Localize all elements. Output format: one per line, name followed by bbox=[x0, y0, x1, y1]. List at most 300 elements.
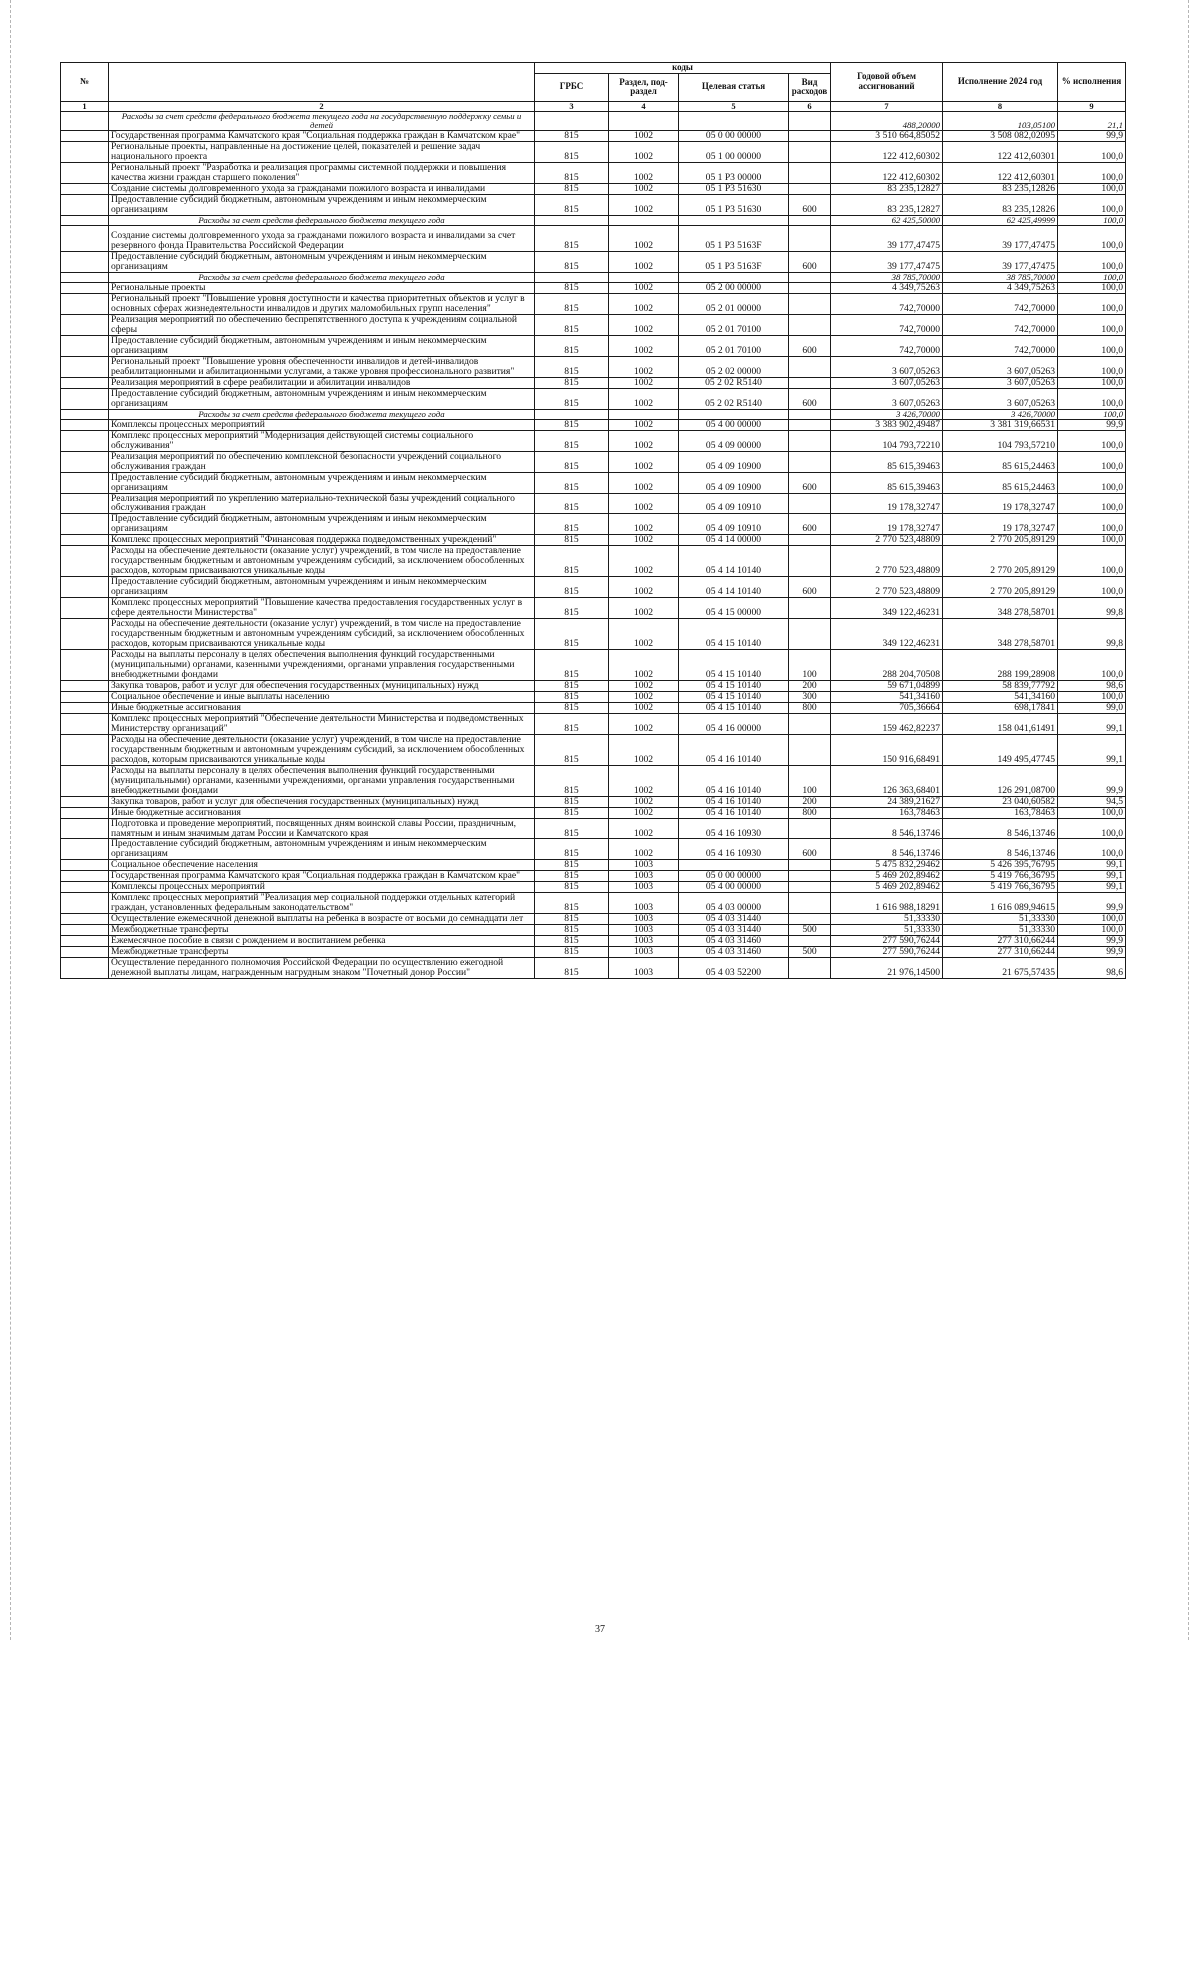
cell-target: 05 4 16 10140 bbox=[679, 796, 789, 807]
cell-percent: 100,0 bbox=[1058, 535, 1126, 546]
cell-num bbox=[61, 546, 109, 577]
cell-section: 1003 bbox=[609, 871, 679, 882]
cell-execution: 3 426,70000 bbox=[943, 409, 1058, 419]
cell-target: 05 1 P3 5163F bbox=[679, 251, 789, 272]
cell-name: Осуществление переданного полномочия Российской Федерации по осуществлению ежегодной денежной выплаты лицам, награжденным нагрудным знаком "Почетный донор России" bbox=[109, 958, 535, 979]
cell-grbs: 815 bbox=[535, 577, 609, 598]
cell-num bbox=[61, 111, 109, 130]
cell-target: 05 1 P3 51630 bbox=[679, 194, 789, 215]
cell-percent: 100,0 bbox=[1058, 335, 1126, 356]
cell-grbs: 815 bbox=[535, 472, 609, 493]
cell-name: Региональный проект "Повышение уровня доступности и качества приоритетных объектов и услуг в основных сферах жизнедеятельности инвалидов и других маломобильных групп населения" bbox=[109, 293, 535, 314]
cell-grbs: 815 bbox=[535, 713, 609, 734]
cell-num bbox=[61, 451, 109, 472]
cell-execution: 23 040,60582 bbox=[943, 796, 1058, 807]
cell-annual: 83 235,12827 bbox=[831, 194, 943, 215]
cell-annual: 349 122,46231 bbox=[831, 598, 943, 619]
cell-execution: 103,05100 bbox=[943, 111, 1058, 130]
cell-expense-type bbox=[789, 314, 831, 335]
cell-annual: 3 510 664,85052 bbox=[831, 131, 943, 142]
cell-execution: 39 177,47475 bbox=[943, 251, 1058, 272]
cell-annual: 2 770 523,48809 bbox=[831, 577, 943, 598]
cell-num bbox=[61, 388, 109, 409]
cell-percent: 100,0 bbox=[1058, 650, 1126, 681]
cell-name: Расходы на обеспечение деятельности (оказание услуг) учреждений, в том числе на предоставление государственным бюджетным и автономным учреждениям субсидий, за исключением обособленных расходов, которым присваиваются уникальные коды bbox=[109, 734, 535, 765]
header-codes: коды bbox=[535, 63, 831, 74]
cell-execution: 4 349,75263 bbox=[943, 282, 1058, 293]
cell-expense-type: 600 bbox=[789, 514, 831, 535]
cell-annual: 163,78463 bbox=[831, 807, 943, 818]
cell-expense-type: 800 bbox=[789, 702, 831, 713]
table-row bbox=[61, 131, 1126, 142]
table-body bbox=[61, 111, 1126, 978]
cell-annual: 39 177,47475 bbox=[831, 251, 943, 272]
cell-section: 1002 bbox=[609, 734, 679, 765]
cell-percent: 100,0 bbox=[1058, 818, 1126, 839]
cell-name: Межбюджетные трансферты bbox=[109, 925, 535, 936]
cell-target bbox=[679, 111, 789, 130]
cell-grbs: 815 bbox=[535, 514, 609, 535]
cell-execution: 3 607,05263 bbox=[943, 356, 1058, 377]
cell-expense-type bbox=[789, 818, 831, 839]
cell-name: Реализация мероприятий в сфере реабилитации и абилитации инвалидов bbox=[109, 377, 535, 388]
cell-execution: 51,33330 bbox=[943, 925, 1058, 936]
cell-annual: 122 412,60302 bbox=[831, 162, 943, 183]
table-row bbox=[61, 419, 1126, 430]
table-row bbox=[61, 514, 1126, 535]
cell-annual: 39 177,47475 bbox=[831, 225, 943, 251]
cell-target: 05 2 01 70100 bbox=[679, 335, 789, 356]
header-percent: % исполнения bbox=[1058, 63, 1126, 102]
cell-target: 05 4 00 00000 bbox=[679, 882, 789, 893]
cell-target: 05 4 16 10140 bbox=[679, 765, 789, 796]
cell-target: 05 4 15 10140 bbox=[679, 650, 789, 681]
cell-execution: 104 793,57210 bbox=[943, 430, 1058, 451]
cell-expense-type bbox=[789, 272, 831, 282]
cell-percent: 98,6 bbox=[1058, 680, 1126, 691]
cell-annual: 150 916,68491 bbox=[831, 734, 943, 765]
cell-percent: 100,0 bbox=[1058, 430, 1126, 451]
cell-percent: 99,1 bbox=[1058, 882, 1126, 893]
cell-num bbox=[61, 215, 109, 225]
cell-execution: 2 770 205,89129 bbox=[943, 546, 1058, 577]
cell-execution: 277 310,66244 bbox=[943, 936, 1058, 947]
cell-target: 05 2 02 R5140 bbox=[679, 377, 789, 388]
cell-target: 05 4 16 10140 bbox=[679, 807, 789, 818]
cell-expense-type bbox=[789, 451, 831, 472]
cell-percent: 100,0 bbox=[1058, 388, 1126, 409]
cell-name: Региональные проекты bbox=[109, 282, 535, 293]
cell-num bbox=[61, 493, 109, 514]
cell-name: Создание системы долговременного ухода за гражданами пожилого возраста и инвалидами за счет резервного фонда Правительства Российской Федерации bbox=[109, 225, 535, 251]
cell-num bbox=[61, 925, 109, 936]
cell-expense-type bbox=[789, 282, 831, 293]
cell-execution: 122 412,60301 bbox=[943, 162, 1058, 183]
cell-execution: 277 310,66244 bbox=[943, 947, 1058, 958]
table-row bbox=[61, 619, 1126, 650]
table-row bbox=[61, 691, 1126, 702]
cell-num bbox=[61, 225, 109, 251]
cell-execution: 3 607,05263 bbox=[943, 377, 1058, 388]
cell-num bbox=[61, 691, 109, 702]
cell-name: Расходы на обеспечение деятельности (оказание услуг) учреждений, в том числе на предоставление государственным бюджетным и автономным учреждениям субсидий, за исключением обособленных расходов, которым присваиваются уникальные коды bbox=[109, 546, 535, 577]
cell-annual: 85 615,39463 bbox=[831, 472, 943, 493]
cell-expense-type bbox=[789, 914, 831, 925]
cell-target: 05 4 03 31460 bbox=[679, 936, 789, 947]
table-row bbox=[61, 251, 1126, 272]
cell-percent: 99,8 bbox=[1058, 619, 1126, 650]
table-row bbox=[61, 546, 1126, 577]
cell-percent: 99,9 bbox=[1058, 131, 1126, 142]
table-row bbox=[61, 734, 1126, 765]
cell-annual: 85 615,39463 bbox=[831, 451, 943, 472]
cell-execution: 288 199,28908 bbox=[943, 650, 1058, 681]
cell-num bbox=[61, 871, 109, 882]
cell-grbs: 815 bbox=[535, 131, 609, 142]
cell-target bbox=[679, 860, 789, 871]
cell-section: 1002 bbox=[609, 293, 679, 314]
cell-percent: 100,0 bbox=[1058, 272, 1126, 282]
cell-grbs: 815 bbox=[535, 141, 609, 162]
cell-grbs: 815 bbox=[535, 691, 609, 702]
cell-name: Предоставление субсидий бюджетным, автономным учреждениям и иным некоммерческим организациям bbox=[109, 577, 535, 598]
cell-section: 1002 bbox=[609, 194, 679, 215]
cell-annual: 51,33330 bbox=[831, 914, 943, 925]
table-row bbox=[61, 893, 1126, 914]
cell-execution: 158 041,61491 bbox=[943, 713, 1058, 734]
cell-name: Комплекс процессных мероприятий "Реализация мер социальной поддержки отдельных категорий граждан, установленных федеральным законодательством" bbox=[109, 893, 535, 914]
cell-grbs: 815 bbox=[535, 546, 609, 577]
cell-target: 05 4 16 10930 bbox=[679, 839, 789, 860]
table-row bbox=[61, 765, 1126, 796]
cell-percent: 99,8 bbox=[1058, 598, 1126, 619]
cell-percent: 100,0 bbox=[1058, 577, 1126, 598]
cell-expense-type: 600 bbox=[789, 472, 831, 493]
cell-execution: 38 785,70000 bbox=[943, 272, 1058, 282]
table-row bbox=[61, 282, 1126, 293]
cell-expense-type: 500 bbox=[789, 925, 831, 936]
cell-grbs: 815 bbox=[535, 183, 609, 194]
cell-section: 1002 bbox=[609, 451, 679, 472]
cell-expense-type bbox=[789, 871, 831, 882]
cell-num bbox=[61, 650, 109, 681]
cell-annual: 51,33330 bbox=[831, 925, 943, 936]
cell-name: Расходы за счет средств федерального бюджета текущего года bbox=[109, 215, 535, 225]
cell-execution: 348 278,58701 bbox=[943, 619, 1058, 650]
cell-name: Комплексы процессных мероприятий bbox=[109, 882, 535, 893]
table-row bbox=[61, 430, 1126, 451]
cell-grbs: 815 bbox=[535, 356, 609, 377]
cell-execution: 5 419 766,36795 bbox=[943, 882, 1058, 893]
cell-expense-type: 600 bbox=[789, 577, 831, 598]
cell-grbs: 815 bbox=[535, 535, 609, 546]
column-number: 3 bbox=[535, 101, 609, 111]
cell-annual: 19 178,32747 bbox=[831, 493, 943, 514]
header-grbs: ГРБС bbox=[535, 73, 609, 101]
cell-annual: 5 469 202,89462 bbox=[831, 882, 943, 893]
column-number: 8 bbox=[943, 101, 1058, 111]
cell-name: Расходы на выплаты персоналу в целях обеспечения выполнения функций государственными (муниципальными) органами, казенными учреждениями, органами управления государственными внебюджетными фондами bbox=[109, 765, 535, 796]
cell-target: 05 1 P3 51630 bbox=[679, 183, 789, 194]
table-row bbox=[61, 807, 1126, 818]
cell-grbs: 815 bbox=[535, 162, 609, 183]
cell-name: Расходы за счет средств федерального бюджета текущего года на государственную поддержку семьи и детей bbox=[109, 111, 535, 130]
cell-name: Предоставление субсидий бюджетным, автономным учреждениям и иным некоммерческим организациям bbox=[109, 472, 535, 493]
cell-annual: 126 363,68401 bbox=[831, 765, 943, 796]
cell-num bbox=[61, 914, 109, 925]
cell-execution: 742,70000 bbox=[943, 335, 1058, 356]
cell-num bbox=[61, 577, 109, 598]
cell-section: 1002 bbox=[609, 765, 679, 796]
cell-percent: 100,0 bbox=[1058, 225, 1126, 251]
cell-section: 1002 bbox=[609, 535, 679, 546]
cell-annual: 38 785,70000 bbox=[831, 272, 943, 282]
cell-expense-type: 200 bbox=[789, 796, 831, 807]
cell-target: 05 4 03 31460 bbox=[679, 947, 789, 958]
cell-expense-type bbox=[789, 162, 831, 183]
column-number: 7 bbox=[831, 101, 943, 111]
cell-num bbox=[61, 251, 109, 272]
cell-execution: 85 615,24463 bbox=[943, 472, 1058, 493]
cell-annual: 159 462,82237 bbox=[831, 713, 943, 734]
table-row bbox=[61, 535, 1126, 546]
cell-percent: 100,0 bbox=[1058, 839, 1126, 860]
cell-grbs: 815 bbox=[535, 430, 609, 451]
table-row-subtotal bbox=[61, 409, 1126, 419]
cell-name: Комплекс процессных мероприятий "Обеспечение деятельности Министерства и подведомственных Министерству организаций" bbox=[109, 713, 535, 734]
cell-grbs: 815 bbox=[535, 335, 609, 356]
table-row bbox=[61, 577, 1126, 598]
cell-name: Комплекс процессных мероприятий "Модернизация действующей системы социального обслуживания" bbox=[109, 430, 535, 451]
cell-percent: 100,0 bbox=[1058, 293, 1126, 314]
cell-annual: 5 475 832,29462 bbox=[831, 860, 943, 871]
cell-expense-type: 200 bbox=[789, 680, 831, 691]
cell-num bbox=[61, 183, 109, 194]
cell-section: 1002 bbox=[609, 131, 679, 142]
cell-target: 05 4 14 10140 bbox=[679, 546, 789, 577]
cell-name: Предоставление субсидий бюджетным, автономным учреждениям и иным некоммерческим организациям bbox=[109, 388, 535, 409]
cell-expense-type: 800 bbox=[789, 807, 831, 818]
cell-section bbox=[609, 409, 679, 419]
cell-expense-type: 500 bbox=[789, 947, 831, 958]
cell-section: 1002 bbox=[609, 356, 679, 377]
cell-target: 05 4 14 00000 bbox=[679, 535, 789, 546]
table-row bbox=[61, 293, 1126, 314]
cell-name: Закупка товаров, работ и услуг для обеспечения государственных (муниципальных) нужд bbox=[109, 680, 535, 691]
cell-name: Региональный проект "Разработка и реализация программы системной поддержки и повышения качества жизни граждан старшего поколения" bbox=[109, 162, 535, 183]
cell-grbs: 815 bbox=[535, 839, 609, 860]
cell-expense-type bbox=[789, 546, 831, 577]
cell-section: 1002 bbox=[609, 377, 679, 388]
cell-num bbox=[61, 514, 109, 535]
cell-percent: 100,0 bbox=[1058, 925, 1126, 936]
table-row bbox=[61, 183, 1126, 194]
cell-annual: 277 590,76244 bbox=[831, 936, 943, 947]
cell-grbs: 815 bbox=[535, 493, 609, 514]
cell-name: Межбюджетные трансферты bbox=[109, 947, 535, 958]
table-row bbox=[61, 314, 1126, 335]
cell-grbs: 815 bbox=[535, 925, 609, 936]
table-row bbox=[61, 451, 1126, 472]
cell-grbs bbox=[535, 111, 609, 130]
cell-percent: 100,0 bbox=[1058, 251, 1126, 272]
header-target: Целевая статья bbox=[679, 73, 789, 101]
cell-expense-type: 300 bbox=[789, 691, 831, 702]
table-row bbox=[61, 796, 1126, 807]
cell-section: 1002 bbox=[609, 493, 679, 514]
cell-section: 1002 bbox=[609, 419, 679, 430]
cell-section: 1003 bbox=[609, 947, 679, 958]
cell-percent: 99,1 bbox=[1058, 871, 1126, 882]
cell-target: 05 4 15 10140 bbox=[679, 619, 789, 650]
cell-name: Ежемесячное пособие в связи с рождением и воспитанием ребенка bbox=[109, 936, 535, 947]
cell-name: Иные бюджетные ассигнования bbox=[109, 807, 535, 818]
cell-execution: 83 235,12826 bbox=[943, 183, 1058, 194]
cell-expense-type bbox=[789, 356, 831, 377]
cell-section: 1002 bbox=[609, 702, 679, 713]
cell-section: 1002 bbox=[609, 713, 679, 734]
cell-percent: 100,0 bbox=[1058, 691, 1126, 702]
cell-name: Региональные проекты, направленные на достижение целей, показателей и решение задач национального проекта bbox=[109, 141, 535, 162]
cell-grbs: 815 bbox=[535, 293, 609, 314]
cell-grbs: 815 bbox=[535, 702, 609, 713]
cell-name: Осуществление ежемесячной денежной выплаты на ребенка в возрасте от восьми до семнадцати лет bbox=[109, 914, 535, 925]
cell-percent: 99,1 bbox=[1058, 734, 1126, 765]
cell-section bbox=[609, 111, 679, 130]
column-numbers-row bbox=[61, 101, 1126, 111]
cell-expense-type bbox=[789, 493, 831, 514]
cell-annual: 1 616 988,18291 bbox=[831, 893, 943, 914]
cell-annual: 3 426,70000 bbox=[831, 409, 943, 419]
cell-annual: 24 389,21627 bbox=[831, 796, 943, 807]
cell-section: 1002 bbox=[609, 807, 679, 818]
cell-annual: 62 425,50000 bbox=[831, 215, 943, 225]
cell-section: 1002 bbox=[609, 619, 679, 650]
cell-grbs: 815 bbox=[535, 914, 609, 925]
scan-edge-left bbox=[10, 0, 11, 1640]
cell-num bbox=[61, 335, 109, 356]
cell-target: 05 4 03 31440 bbox=[679, 914, 789, 925]
cell-annual: 4 349,75263 bbox=[831, 282, 943, 293]
cell-execution: 85 615,24463 bbox=[943, 451, 1058, 472]
cell-num bbox=[61, 958, 109, 979]
cell-expense-type: 100 bbox=[789, 765, 831, 796]
cell-num bbox=[61, 194, 109, 215]
cell-expense-type bbox=[789, 958, 831, 979]
cell-num bbox=[61, 272, 109, 282]
cell-num bbox=[61, 598, 109, 619]
cell-annual: 2 770 523,48809 bbox=[831, 535, 943, 546]
cell-grbs: 815 bbox=[535, 765, 609, 796]
cell-section: 1002 bbox=[609, 183, 679, 194]
cell-section: 1002 bbox=[609, 388, 679, 409]
cell-section bbox=[609, 215, 679, 225]
cell-annual: 122 412,60302 bbox=[831, 141, 943, 162]
cell-target: 05 2 02 00000 bbox=[679, 356, 789, 377]
table-row bbox=[61, 947, 1126, 958]
cell-section: 1002 bbox=[609, 650, 679, 681]
cell-expense-type: 100 bbox=[789, 650, 831, 681]
cell-expense-type bbox=[789, 734, 831, 765]
cell-percent: 100,0 bbox=[1058, 356, 1126, 377]
cell-annual: 8 546,13746 bbox=[831, 818, 943, 839]
cell-name: Предоставление субсидий бюджетным, автономным учреждениям и иным некоммерческим организациям bbox=[109, 194, 535, 215]
cell-percent: 99,9 bbox=[1058, 936, 1126, 947]
header-section: Раздел, под-раздел bbox=[609, 73, 679, 101]
cell-num bbox=[61, 734, 109, 765]
cell-num bbox=[61, 702, 109, 713]
cell-percent: 99,9 bbox=[1058, 893, 1126, 914]
table-row-subtotal bbox=[61, 272, 1126, 282]
cell-annual: 2 770 523,48809 bbox=[831, 546, 943, 577]
cell-execution: 39 177,47475 bbox=[943, 225, 1058, 251]
cell-execution: 51,33330 bbox=[943, 914, 1058, 925]
cell-target: 05 4 03 00000 bbox=[679, 893, 789, 914]
column-number: 4 bbox=[609, 101, 679, 111]
cell-annual: 541,34160 bbox=[831, 691, 943, 702]
cell-execution: 3 381 319,66531 bbox=[943, 419, 1058, 430]
cell-execution: 5 426 395,76795 bbox=[943, 860, 1058, 871]
cell-section: 1003 bbox=[609, 936, 679, 947]
cell-grbs: 815 bbox=[535, 936, 609, 947]
cell-annual: 3 607,05263 bbox=[831, 377, 943, 388]
table-row bbox=[61, 925, 1126, 936]
cell-expense-type bbox=[789, 598, 831, 619]
cell-section: 1003 bbox=[609, 914, 679, 925]
cell-section: 1002 bbox=[609, 577, 679, 598]
cell-target: 05 4 03 52200 bbox=[679, 958, 789, 979]
cell-section: 1002 bbox=[609, 818, 679, 839]
cell-annual: 742,70000 bbox=[831, 335, 943, 356]
cell-annual: 8 546,13746 bbox=[831, 839, 943, 860]
cell-target: 05 4 09 10910 bbox=[679, 514, 789, 535]
cell-grbs: 815 bbox=[535, 314, 609, 335]
cell-percent: 99,1 bbox=[1058, 713, 1126, 734]
table-row bbox=[61, 702, 1126, 713]
cell-grbs: 815 bbox=[535, 958, 609, 979]
cell-target: 05 0 00 00000 bbox=[679, 131, 789, 142]
table-row bbox=[61, 713, 1126, 734]
cell-grbs: 815 bbox=[535, 282, 609, 293]
cell-execution: 5 419 766,36795 bbox=[943, 871, 1058, 882]
cell-annual: 288 204,70508 bbox=[831, 650, 943, 681]
cell-target: 05 4 15 10140 bbox=[679, 702, 789, 713]
table-row bbox=[61, 356, 1126, 377]
table-row bbox=[61, 493, 1126, 514]
cell-name: Региональный проект "Повышение уровня обеспеченности инвалидов и детей-инвалидов реабилитационными и абилитационными услугами, а также уровня профессионального развития" bbox=[109, 356, 535, 377]
cell-num bbox=[61, 713, 109, 734]
cell-num bbox=[61, 936, 109, 947]
cell-num bbox=[61, 893, 109, 914]
cell-target: 05 1 P3 00000 bbox=[679, 162, 789, 183]
cell-percent: 21,1 bbox=[1058, 111, 1126, 130]
cell-grbs bbox=[535, 215, 609, 225]
cell-section: 1002 bbox=[609, 839, 679, 860]
cell-execution: 163,78463 bbox=[943, 807, 1058, 818]
budget-table bbox=[60, 62, 1126, 979]
cell-percent: 100,0 bbox=[1058, 493, 1126, 514]
cell-percent: 100,0 bbox=[1058, 314, 1126, 335]
cell-execution: 19 178,32747 bbox=[943, 514, 1058, 535]
cell-target: 05 4 16 00000 bbox=[679, 713, 789, 734]
cell-target: 05 2 02 R5140 bbox=[679, 388, 789, 409]
cell-execution: 2 770 205,89129 bbox=[943, 577, 1058, 598]
cell-name: Создание системы долговременного ухода за гражданами пожилого возраста и инвалидами bbox=[109, 183, 535, 194]
cell-grbs bbox=[535, 272, 609, 282]
cell-percent: 100,0 bbox=[1058, 194, 1126, 215]
cell-section: 1002 bbox=[609, 546, 679, 577]
cell-execution: 21 675,57435 bbox=[943, 958, 1058, 979]
